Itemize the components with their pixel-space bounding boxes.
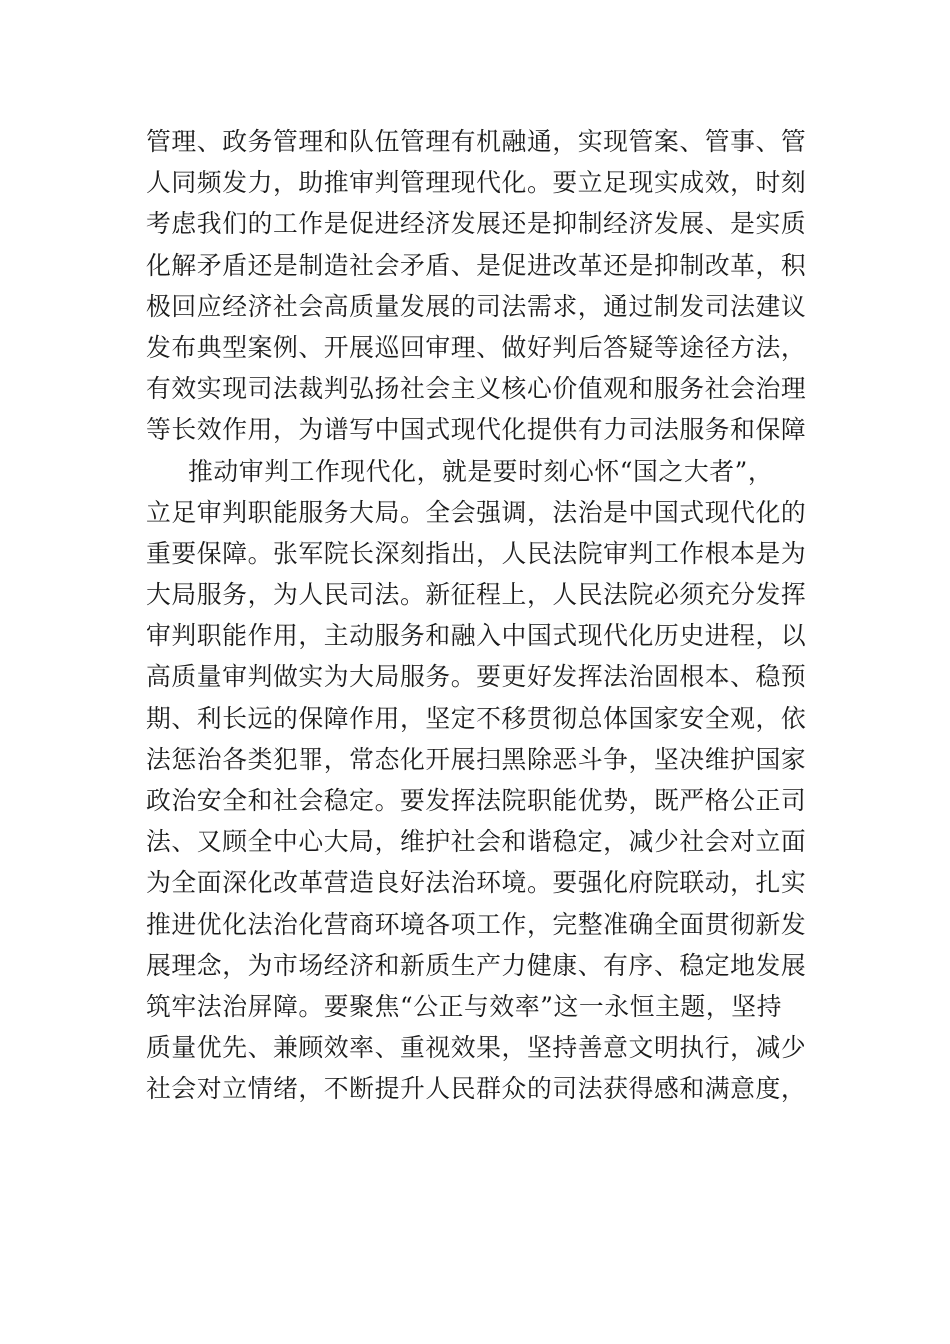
- text-line: 等长效作用，为谱写中国式现代化提供有力司法服务和保障: [146, 415, 807, 445]
- paragraph-start-line: 推动审判工作现代化，就是要时刻心怀“国之大者”，: [188, 456, 774, 486]
- text-line: 政治安全和社会稳定。要发挥法院职能优势，既严格公正司: [146, 786, 807, 815]
- text-line: 筑牢法治屏障。要聚焦“公正与效率”这一永恒主题，坚持: [146, 991, 783, 1021]
- text-line: 审判职能作用，主动服务和融入中国式现代化历史进程，以: [146, 621, 807, 651]
- text-line: 展理念，为市场经济和新质生产力健康、有序、稳定地发展: [146, 950, 807, 980]
- text-line: 社会对立情绪，不断提升人民群众的司法获得感和满意度，: [146, 1074, 807, 1104]
- text-line: 发布典型案例、开展巡回审理、做好判后答疑等途径方法，: [146, 332, 807, 362]
- text-line: 有效实现司法裁判弘扬社会主义核心价值观和服务社会治理: [146, 374, 807, 404]
- text-line: 立足审判职能服务大局。全会强调，法治是中国式现代化的: [146, 497, 807, 527]
- text-line: 化解矛盾还是制造社会矛盾、是促进改革还是抑制改革，积: [146, 250, 807, 280]
- text-line: 为全面深化改革营造良好法治环境。要强化府院联动，扎实: [146, 868, 807, 898]
- text-line: 质量优先、兼顾效率、重视效果，坚持善意文明执行，减少: [146, 1033, 807, 1063]
- text-line: 考虑我们的工作是促进经济发展还是抑制经济发展、是实质: [146, 209, 807, 239]
- text-line: 期、利长远的保障作用，坚定不移贯彻总体国家安全观，依: [146, 703, 807, 733]
- text-line: 大局服务，为人民司法。新征程上，人民法院必须充分发挥: [146, 580, 807, 610]
- text-line: 推进优化法治化营商环境各项工作，完整准确全面贯彻新发: [146, 909, 807, 939]
- text-line: 极回应经济社会高质量发展的司法需求，通过制发司法建议: [146, 291, 807, 321]
- text-line: 重要保障。张军院长深刻指出，人民法院审判工作根本是为: [146, 538, 807, 568]
- text-line: 人同频发力，助推审判管理现代化。要立足现实成效，时刻: [146, 168, 807, 198]
- text-line: 高质量审判做实为大局服务。要更好发挥法治固根本、稳预: [146, 662, 807, 692]
- text-line: 法惩治各类犯罪，常态化开展扫黑除恶斗争，坚决维护国家: [146, 744, 807, 774]
- text-line: 法、又顾全中心大局，维护社会和谐稳定，减少社会对立面: [146, 827, 807, 857]
- text-line: 管理、政务管理和队伍管理有机融通，实现管案、管事、管: [146, 127, 807, 156]
- document-body: [146, 121, 816, 1110]
